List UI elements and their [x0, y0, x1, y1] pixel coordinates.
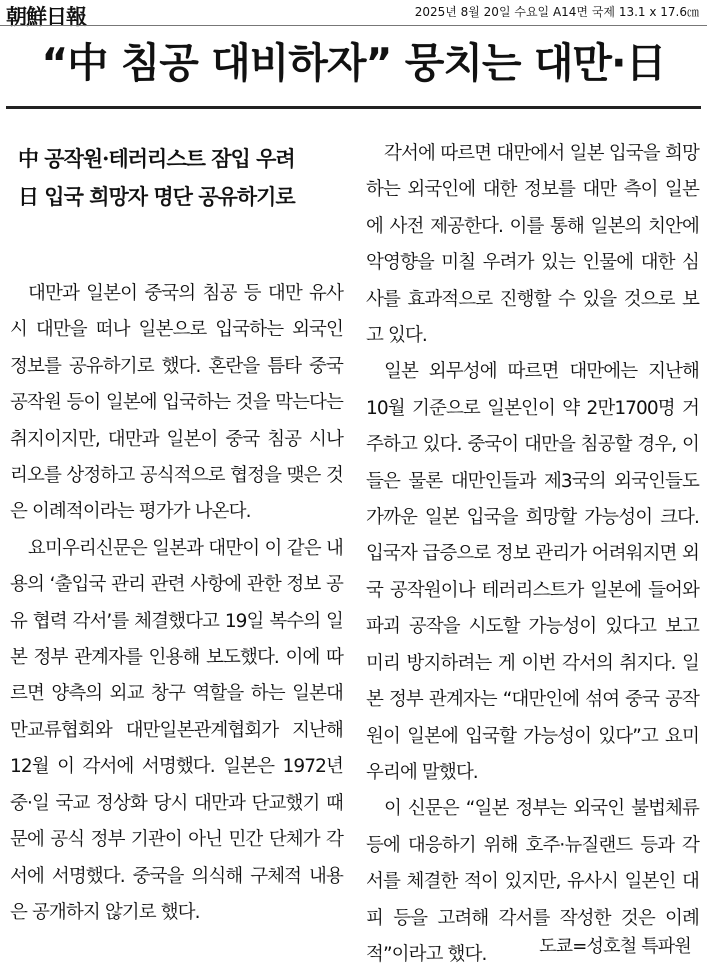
subhead-line-2: 日 입국 희망자 명단 공유하기로 [18, 184, 295, 209]
subhead-line-1: 中 공작원·테러리스트 잠입 우려 [18, 146, 295, 171]
article-subhead [10, 140, 343, 216]
page-meta: 2025년 8월 20일 수요일 A14면 국제 13.1 x 17.6㎝ [414, 5, 699, 19]
newspaper-logo: 朝鮮日報 [6, 4, 86, 29]
article-paragraph: 대만과 일본이 중국의 침공 등 대만 유사시 대만을 떠나 일본으로 입국하는 외국인 정보를 공유하기로 했다. 혼란을 틈타 중국 공작원 등이 일본에 입국하는 것을 막는다는 취지이지만, 대만과 일본이 중국 침공 시나리오를 상정하고 공식적으로 협정을 맺은 것은 이례적이라는 평가가 나온다. [10, 283, 343, 523]
article-right-column [366, 136, 699, 973]
article-paragraph: 요미우리신문은 일본과 대만이 이 같은 내용의 ‘출입국 관리 관련 사항에 관한 정보 공유 협력 각서’를 체결했다고 19일 복수의 일본 정부 관계자를 인용해 보도했다. 이에 따르면 양측의 외교 창구 역할을 하는 일본대만교류협회와 대만일본관계협회가 지난해 12월 이 각서에 서명했다. 일본은 1972년 중·일 국교 정상화 당시 대만과 단교했기 때문에 공식 정부 기관이 아닌 민간 단체가 각서에 서명했다. 중국을 의식해 구체적 내용은 공개하지 않기로 했다. [10, 537, 343, 923]
article-paragraph: 일본 외무성에 따르면 대만에는 지난해 10월 기준으로 일본인이 약 2만1700명 거주하고 있다. 중국이 대만을 침공할 경우, 이들은 물론 대만인들과 제3국의 외국인들도 가까운 일본 입국을 희망할 가능성이 크다. 입국자 급증으로 정보 관리가 어려워지면 외국 공작원이나 테러리스트가 일본에 들어와 파괴 공작을 시도할 가능성이 있다고 보고 미리 방지하려는 게 이번 각서의 취지다. 일본 정부 관계자는 “대만인에 섞여 중국 공작원이 일본에 입국할 가능성이 있다”고 요미우리에 말했다. [366, 361, 699, 783]
article-byline: 도쿄=성호철 특파원 [539, 936, 691, 957]
article-paragraph: 각서에 따르면 대만에서 일본 입국을 희망하는 외국인에 대한 정보를 대만 측이 일본에 사전 제공한다. 이를 통해 일본의 치안에 악영향을 미칠 우려가 있는 인물에 대한 심사를 효과적으로 진행할 수 있을 것으로 보고 있다. [366, 143, 699, 347]
article-left-column [10, 132, 343, 931]
article-headline: “中 침공 대비하자” 뭉치는 대만·日 [41, 39, 666, 87]
top-divider [0, 25, 707, 26]
headline-divider [6, 106, 701, 109]
article-paragraph: 이 신문은 “일본 정부는 외국인 불법체류 등에 대응하기 위해 호주·뉴질랜드 등과 각서를 체결한 적이 있지만, 유사시 일본인 대피 등을 고려해 각서를 작성한 것은 이례적”이라고 했다. [366, 798, 699, 965]
